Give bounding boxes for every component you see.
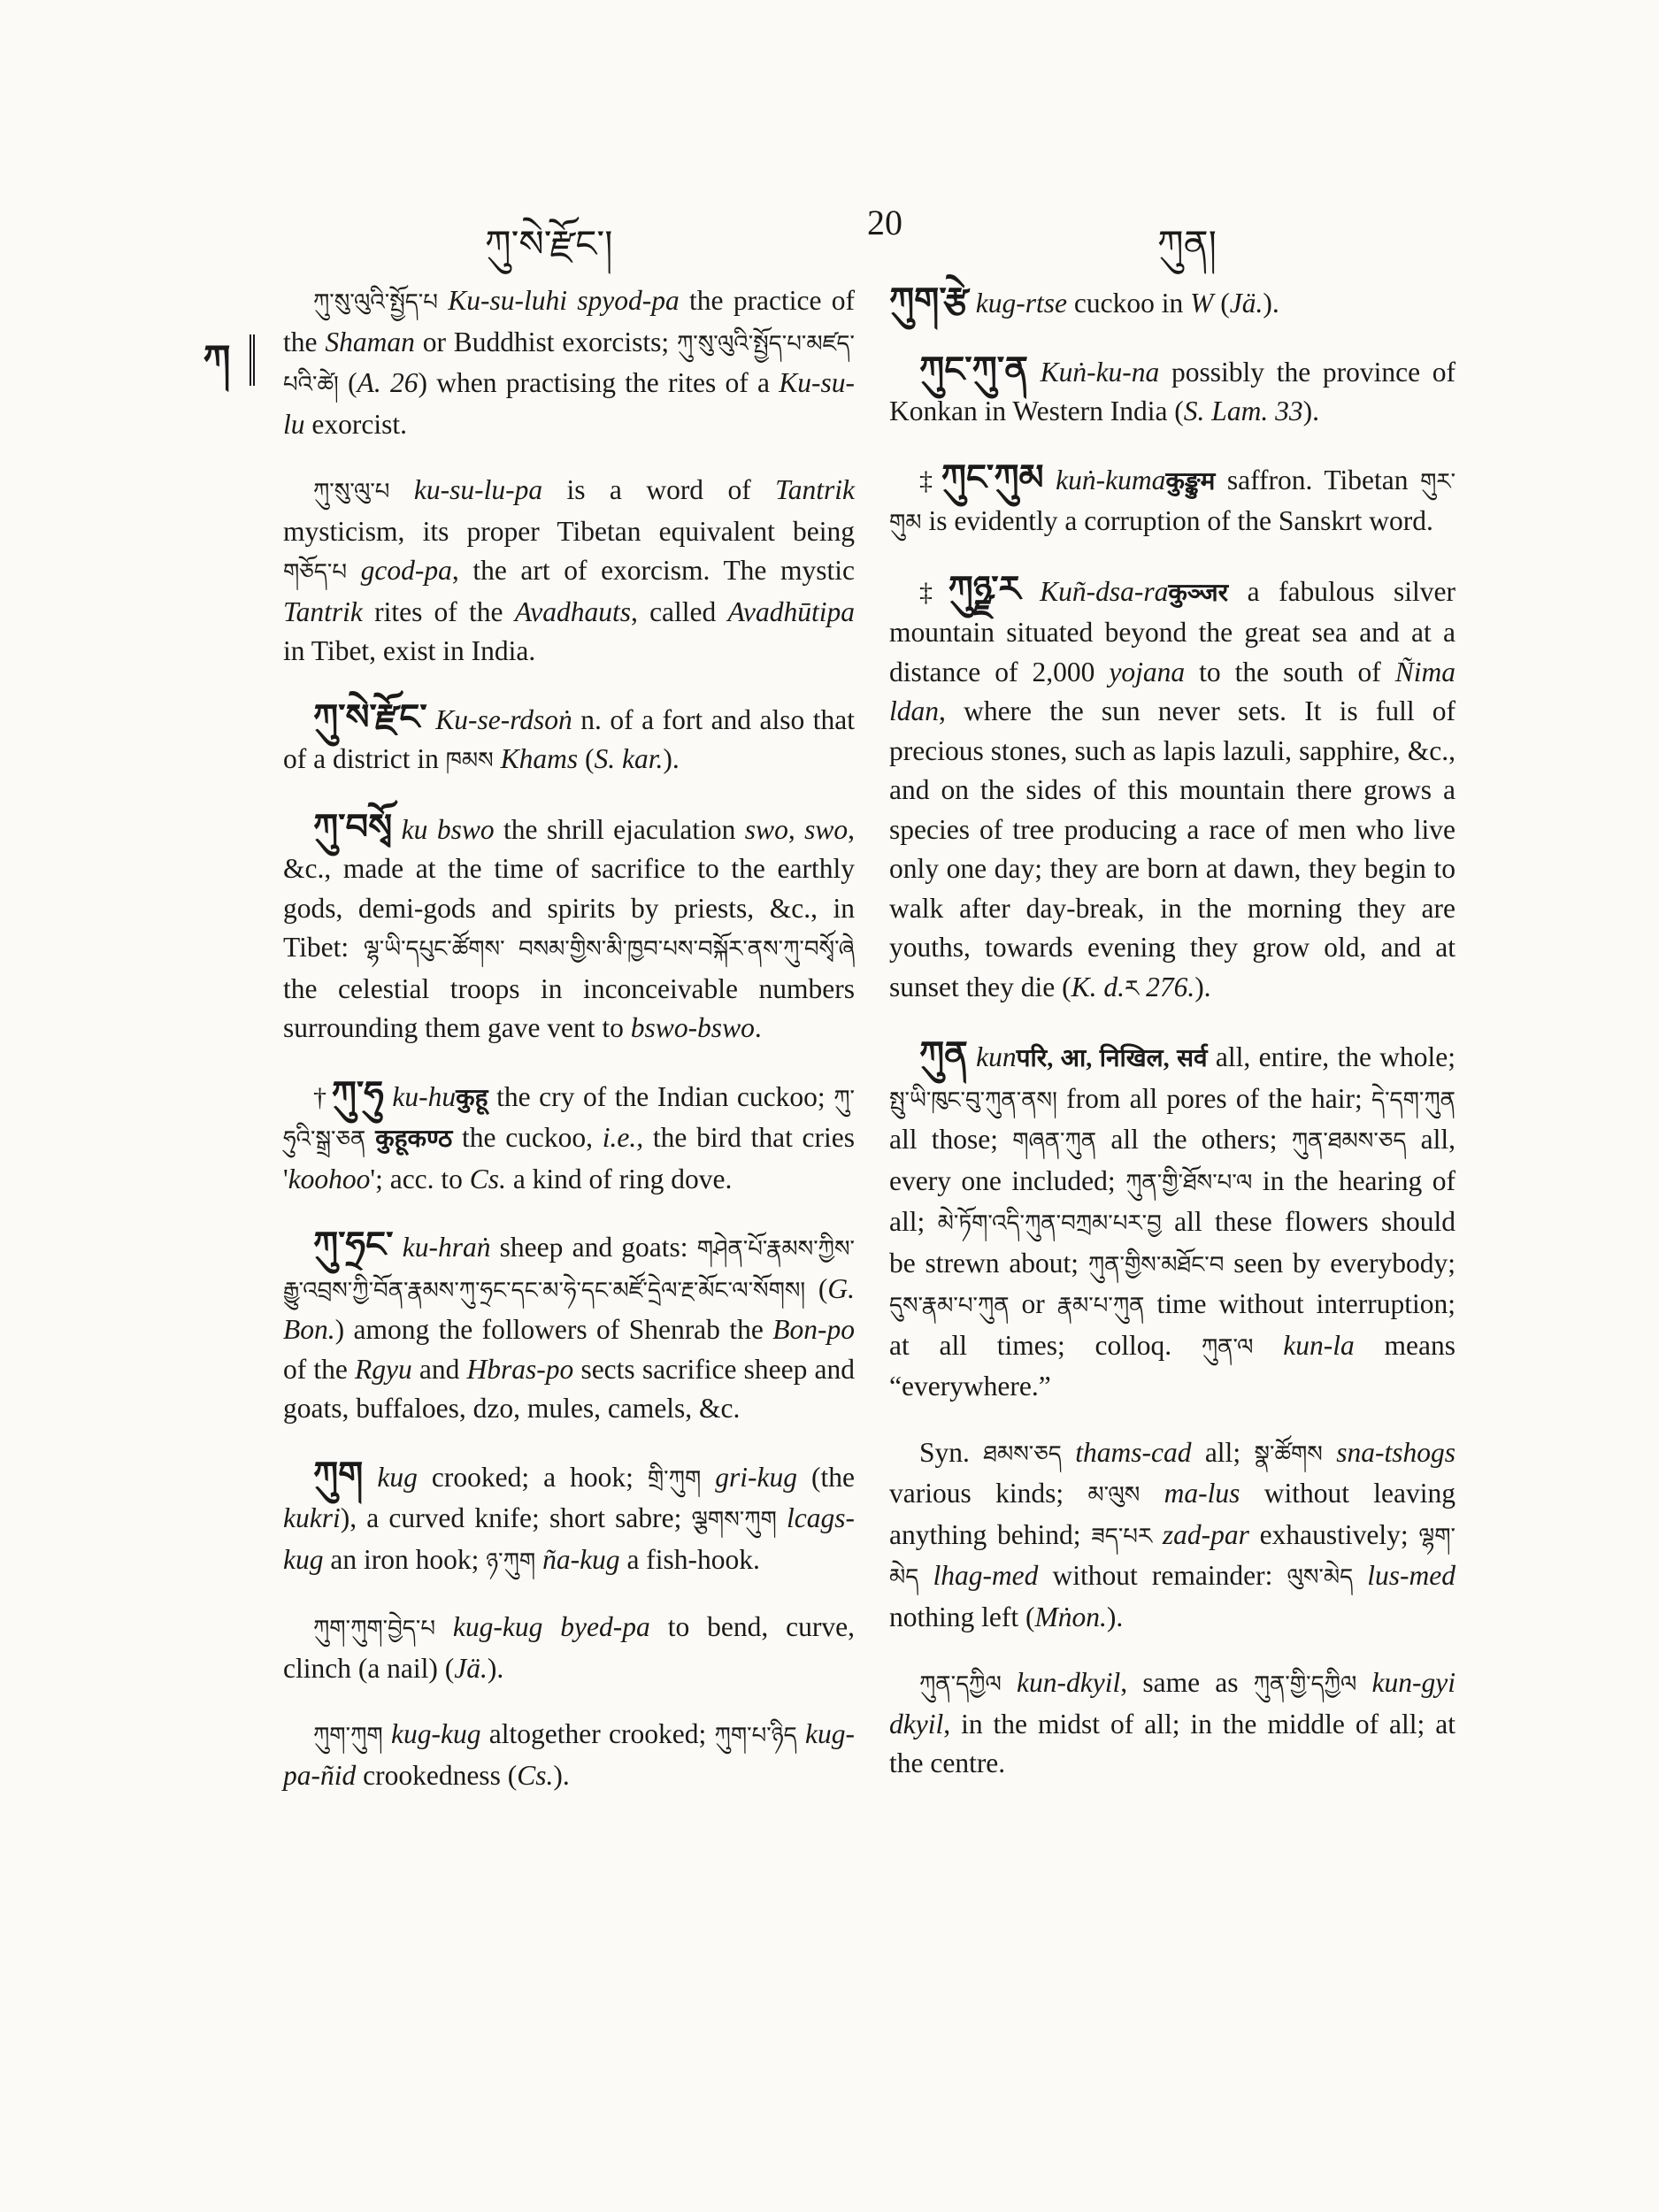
tibetan-text: ཀུན་དཀྱིལ <box>919 1671 1002 1697</box>
header-left-guideword: ཀུ་སེ་རྫོང་། <box>485 225 613 265</box>
definition-text: ). <box>1263 288 1279 319</box>
dagger-mark: † <box>313 1082 328 1112</box>
tibetan-text: ཀུན་གྱིས་མཐོང་བ <box>1087 1251 1225 1278</box>
dictionary-entry <box>889 1035 1455 1407</box>
headword-tibetan: ཀུ་སེ་རྫོང་ <box>313 696 427 737</box>
transliteration: kuṅ-kuma <box>1056 464 1166 495</box>
transliteration: kun-gyi dkyil <box>889 1667 1455 1740</box>
transliteration: Cs. <box>517 1759 554 1791</box>
tibetan-text: ཀུ་སུ་ལུའི་སྤྱོད་པ་མཛད་པའི་ཚེ། <box>283 330 855 397</box>
tibetan-text: ཉ་ཀུག <box>486 1548 536 1574</box>
definition-text: n. of a fort and also that of a district in <box>283 703 856 774</box>
definition-text: ), a curved knife; short sabre; <box>340 1502 692 1533</box>
tibetan-text: སྤུ་ཡི་ཁུང་བུ་ཀུན་ནས། <box>889 1087 1057 1113</box>
definition-text: ( <box>818 1272 828 1304</box>
definition-text: ( <box>578 743 595 774</box>
definition-text: of the <box>283 1353 356 1385</box>
definition-text: all, every one included; <box>889 1124 1456 1196</box>
tibetan-text: མེ་ཏོག་འདི་ཀུན་བཀྲམ་པར་བྱ <box>937 1210 1162 1236</box>
tibetan-text: གཅོད་པ <box>283 559 348 585</box>
definition-text: ( <box>348 367 357 398</box>
tibetan-text: ལྕགས་ཀུག <box>691 1507 777 1532</box>
definition-text: ( <box>1213 288 1230 319</box>
headword-tibetan: ཀུང་ཀུ་ན <box>919 349 1028 389</box>
dictionary-entry <box>889 281 1455 324</box>
definition-text: ). <box>487 1652 504 1684</box>
headword-tibetan: ཀུན <box>919 1034 968 1074</box>
definition-text: the practice of the <box>283 285 856 357</box>
tibetan-text: ལྷག་མེད <box>889 1523 1455 1590</box>
transliteration: kug <box>377 1461 418 1493</box>
transliteration: Ku-se-rdsoṅ <box>435 703 572 735</box>
definition-text: is evidently a corruption of the Sanskrt word. <box>928 505 1433 536</box>
transliteration: S. Lam. 33 <box>1183 396 1303 426</box>
transliteration: W <box>1190 288 1214 319</box>
transliteration: lhag-med <box>933 1560 1039 1591</box>
headword-tibetan: ཀུང་ཀུམ <box>941 457 1044 497</box>
definition-text: is a word of <box>542 474 776 505</box>
dictionary-entry <box>283 808 855 1048</box>
transliteration: 276. <box>1146 971 1195 1002</box>
definition-text: , in the midst of all; in the middle of all; at the centre. <box>889 1708 1455 1778</box>
definition-text: . <box>754 1012 762 1043</box>
transliteration: Mṅon. <box>1034 1601 1107 1632</box>
transliteration: A. 26 <box>357 367 419 398</box>
tibetan-text: ཀུ་སུ་ལུ་པ <box>313 479 390 504</box>
definition-text: exorcist. <box>304 408 407 440</box>
transliteration: Avadhūtipa <box>727 595 855 627</box>
dictionary-entry <box>283 1075 855 1200</box>
definition-text: all; <box>1191 1436 1255 1468</box>
tibetan-text: ཀུན་ཐམས་ཅད <box>1291 1128 1407 1154</box>
definition-text: seen by everybody; <box>1233 1247 1455 1279</box>
transliteration: lcags-kug <box>283 1502 855 1575</box>
transliteration: koohoo <box>288 1163 371 1194</box>
sanskrit-text: कुञ्जर <box>1168 579 1229 607</box>
dictionary-entry <box>889 570 1455 1010</box>
definition-text: , the art of exorcism. The mystic <box>451 555 856 586</box>
page-number: 20 <box>867 203 902 242</box>
transliteration: G. Bon. <box>283 1272 855 1345</box>
definition-text: without leaving anything behind; <box>889 1478 1455 1550</box>
transliteration: thams-cad <box>1075 1436 1192 1468</box>
transliteration: kun-la <box>1283 1329 1355 1361</box>
definition-text: all these flowers should be strewn about; <box>889 1206 1455 1279</box>
definition-text: in Tibet, exist in India. <box>283 635 536 666</box>
headword-tibetan: ཀུག <box>313 1454 364 1494</box>
dagger-mark: ‡ <box>919 577 945 607</box>
definition-text: from all pores of the hair; <box>1066 1082 1372 1114</box>
definition-text: ) among the followers of Shenrab the <box>334 1314 773 1345</box>
definition-text: the cuckoo, <box>461 1122 603 1153</box>
transliteration: bswo-bswo <box>630 1012 755 1043</box>
transliteration: Rgyu <box>355 1353 412 1385</box>
tibetan-text: གུར་གུམ <box>889 468 1456 535</box>
dictionary-entry <box>283 471 855 672</box>
transliteration: ña-kug <box>542 1543 620 1575</box>
definition-text: cuckoo in <box>1067 288 1191 319</box>
tibetan-text: ཀུག་ཀུག <box>313 1723 383 1748</box>
tibetan-text: ཐམས་ཅད <box>983 1440 1062 1467</box>
transliteration: yojana <box>1109 656 1186 687</box>
tibetan-text: ཀུག་པ་ཉིད <box>714 1723 797 1748</box>
definition-text: an iron hook; <box>323 1543 487 1575</box>
definition-text: Syn. <box>919 1436 984 1468</box>
transliteration: kun <box>976 1041 1017 1072</box>
definition-text: a fabulous silver mountain situated beyond the great sea and at a distance of 2,000 <box>889 575 1456 687</box>
transliteration: gri-kug <box>715 1461 798 1493</box>
dictionary-entry <box>283 1225 855 1429</box>
tibetan-text: ཀུན་ལ <box>1201 1333 1254 1360</box>
tibetan-text: ཀུན་གྱི་ཐོས་པ་ལ <box>1125 1169 1253 1195</box>
transliteration: swo, swo <box>744 813 849 845</box>
definition-text: without remainder: <box>1038 1560 1287 1591</box>
transliteration: ku-hraṅ <box>402 1232 491 1263</box>
definition-text: the celestial troops in inconceivable numbers surrounding them gave vent to <box>283 972 855 1043</box>
dictionary-entry <box>283 1715 855 1795</box>
definition-text: (the <box>797 1461 856 1493</box>
definition-text: crookedness ( <box>356 1759 518 1791</box>
transliteration: Cs. <box>469 1163 506 1194</box>
transliteration: Jä. <box>1229 288 1263 319</box>
transliteration: kukri <box>283 1502 341 1533</box>
section-letter-marker: ཀ <box>184 334 255 386</box>
tibetan-text: གྲི་ཀུག <box>647 1465 702 1492</box>
definition-text: ). <box>1194 971 1211 1002</box>
definition-text: all those; <box>889 1124 1013 1155</box>
headword-tibetan: ཀུཉྫ་ར <box>948 568 1021 609</box>
definition-text: '; acc. to <box>370 1163 470 1194</box>
sanskrit-text: कुहूकण्ठ <box>375 1125 453 1153</box>
transliteration: K. d. <box>1071 971 1125 1002</box>
definition-text: ). <box>1302 396 1319 426</box>
transliteration: Hbras-po <box>466 1353 574 1385</box>
dictionary-entry <box>283 1608 855 1688</box>
page-header <box>0 202 1659 265</box>
tibetan-text: ལུས་མེད <box>1286 1564 1354 1590</box>
dictionary-entry <box>889 1663 1455 1784</box>
definition-text: the shrill ejaculation <box>494 813 745 845</box>
definition-text: , same as <box>1120 1667 1254 1698</box>
headword-tibetan: ཀུ་བསྭོ <box>313 806 393 847</box>
definition-text: nothing left ( <box>889 1601 1035 1632</box>
dictionary-entry <box>283 698 855 781</box>
definition-text: , where the sun never sets. It is full of precious stones, such as lapis lazuli, sapphire, &c., and on the sides of this mountain there grows a species of tree producing a race of men who live only one day; they are born at dawn, they begin to walk after day-break, in the morning they are youths, towards evening they grow old, and at sunset they die ( <box>889 695 1455 1002</box>
transliteration: ma-lus <box>1164 1478 1240 1509</box>
definition-text: possibly the province of Konkan in Western India ( <box>889 356 1455 426</box>
tibetan-text: ཀུ་སུ་ལུའི་སྤྱོད་པ <box>313 289 438 315</box>
definition-text: exhaustively; <box>1248 1518 1419 1550</box>
transliteration: ku bswo <box>401 813 495 845</box>
tibetan-text: ཟད་པར <box>1091 1523 1153 1549</box>
definition-text: time without interruption; at all times; colloq. <box>889 1288 1455 1361</box>
tibetan-text: ཀུན་གྱི་དཀྱིལ <box>1253 1671 1357 1697</box>
definition-text: a fish-hook. <box>619 1543 760 1575</box>
transliteration: Khams <box>500 743 579 774</box>
transliteration: lus-med <box>1367 1560 1456 1591</box>
tibetan-text: དུས་རྣམ་པ་ཀུན <box>889 1293 1010 1318</box>
tibetan-text: ཀུ་ཧུའི་སྒྲ་ཅན <box>283 1085 855 1152</box>
definition-text: various kinds; <box>889 1478 1088 1509</box>
definition-text: all the others; <box>1110 1124 1292 1155</box>
definition-text: ). <box>1106 1601 1124 1632</box>
definition-text: to the south of <box>1185 656 1395 687</box>
dictionary-entry <box>889 350 1455 432</box>
definition-text: sects sacrifice sheep and goats, buffaloes, dzo, mules, camels, &c. <box>283 1353 855 1424</box>
transliteration: Tantrik <box>775 474 855 505</box>
definition-text: , &c., made at the time of sacrifice to the earthly gods, demi-gods and spirits by priests, &c., in Tibet: <box>283 813 856 963</box>
transliteration: zad-par <box>1162 1518 1249 1550</box>
definition-text: or <box>1021 1288 1057 1319</box>
tibetan-text: ཀུག་ཀུག་བྱེད་པ <box>313 1616 435 1641</box>
transliteration: Avadhauts <box>514 595 631 627</box>
tibetan-text: གཤེན་པོ་རྣམས་ཀྱིས་རྒྱུ་འབྲས་ཀྱི་བོན་རྣམས་ཀུ་ཧྲང་དང་མ་ཧེ་དང་མཛོ་དྲེལ་རྔ་མོང་ལ་སོགས། <box>283 1236 855 1303</box>
tibetan-text: མ་ལུས <box>1087 1482 1141 1508</box>
definition-text: ). <box>663 743 680 774</box>
tibetan-text: ཁམས <box>445 748 494 773</box>
tibetan-text: ལྷ་ཡི་དཔུང་ཚོགས་ བསམ་གྱིས་མི་ཁྱབ་པས་བསྐོར་ནས་ཀུ་བསྭོ་ཞེ <box>363 936 855 962</box>
definition-text: ). <box>553 1759 570 1791</box>
tibetan-text: སྣ་ཚོགས <box>1254 1440 1323 1467</box>
definition-text: crooked; a hook; <box>417 1461 648 1493</box>
transliteration: Ku-su-luhi spyod-pa <box>448 285 680 316</box>
definition-text: all, entire, the whole; <box>1215 1041 1456 1072</box>
transliteration: Kuṅ-ku-na <box>1040 356 1160 388</box>
header-right-guideword: ཀུན། <box>1157 225 1217 265</box>
sanskrit-text: कुङ्कुम <box>1165 467 1216 495</box>
transliteration: Ñima ldan <box>889 656 1455 726</box>
definition-text: the cry of the Indian cuckoo; <box>496 1080 834 1112</box>
definition-text: sheep and goats: <box>490 1232 697 1263</box>
transliteration: Bon-po <box>772 1314 855 1345</box>
transliteration: gcod-pa <box>360 555 452 586</box>
dictionary-entry <box>283 281 855 444</box>
definition-text: or Buddhist exorcists; <box>414 326 677 357</box>
transliteration: kug-kug <box>391 1718 481 1749</box>
transliteration: S. kar. <box>594 743 664 774</box>
tibetan-text: ར <box>1124 975 1140 1002</box>
dictionary-entry <box>283 1455 855 1582</box>
definition-text: rites of the <box>362 595 515 627</box>
definition-text: a kind of ring dove. <box>505 1163 733 1194</box>
transliteration: kun-dkyil <box>1017 1667 1121 1698</box>
tibetan-text: གཞན་ཀུན <box>1012 1128 1097 1154</box>
definition-text: the bird that cries ' <box>283 1122 856 1194</box>
transliteration: kug-kug byed-pa <box>452 1611 650 1642</box>
headword-tibetan: ཀུག་རྩེ <box>889 280 969 320</box>
transliteration: Kuñ-dsa-ra <box>1040 575 1169 607</box>
transliteration: Ku-su-lu <box>283 367 855 440</box>
transliteration: i.e., <box>602 1122 644 1153</box>
dagger-mark: ‡ <box>919 465 938 495</box>
transliteration: ku-su-lu-pa <box>413 474 543 505</box>
definition-text: altogether crooked; <box>480 1718 715 1749</box>
tibetan-text: དེ་དག་ཀུན <box>1371 1087 1455 1113</box>
sanskrit-text: कुहू <box>456 1084 488 1112</box>
transliteration: ku-hu <box>392 1080 457 1112</box>
transliteration: sna-tshogs <box>1336 1436 1455 1468</box>
definition-text: ) when practising the rites of a <box>418 367 780 398</box>
headword-tibetan: ཀུ་ཧྲང་ <box>313 1225 394 1264</box>
dictionary-entry <box>889 1433 1455 1638</box>
transliteration: Shaman <box>325 326 415 357</box>
transliteration: kug-pa-ñid <box>283 1718 855 1791</box>
tibetan-text: རྣམ་པ་ཀུན <box>1056 1293 1145 1318</box>
sanskrit-text: परि, आ, निखिल, सर्व <box>1016 1045 1208 1072</box>
definition-text: to bend, curve, clinch (a nail) ( <box>283 1611 856 1684</box>
definition-text: in the hearing of all; <box>889 1164 1455 1237</box>
transliteration: kug-rtse <box>975 288 1068 319</box>
definition-text: means “everywhere.” <box>889 1329 1456 1402</box>
definition-text: , called <box>630 595 728 627</box>
definition-text: mysticism, its proper Tibetan equivalent being <box>283 515 855 547</box>
right-column <box>889 281 1455 1810</box>
headword-tibetan: ཀུ་ཧུ <box>331 1073 384 1114</box>
left-column <box>283 281 855 1822</box>
dictionary-entry <box>889 458 1455 543</box>
transliteration: Jä. <box>454 1652 488 1684</box>
definition-text: saffron. Tibetan <box>1226 464 1421 495</box>
transliteration: Tantrik <box>283 595 363 627</box>
definition-text: and <box>411 1353 467 1385</box>
